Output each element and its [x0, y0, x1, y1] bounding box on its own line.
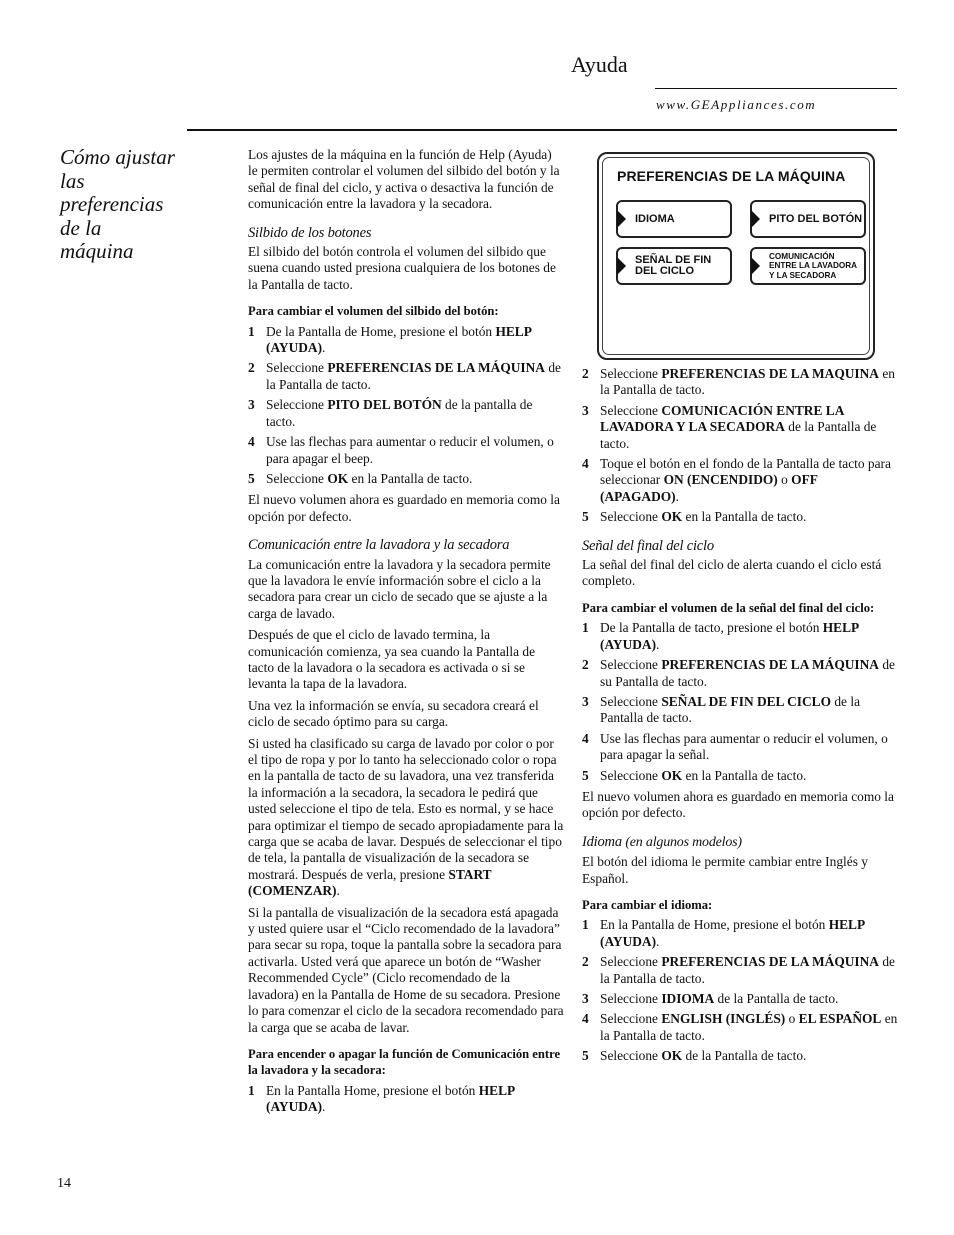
silbido-after: El nuevo volumen ahora es guardado en memoria como la opción por defecto.: [248, 492, 560, 524]
comunicacion-p5: Si la pantalla de visualización de la secadora está apagada y usted quiere usar el “Ciclo recomendado de la lavadora” para secar su ropa, toque la pantalla sobre la secadora para activarla. Usted verá que aparece un botón de “Washer Recommended Cycle” (Ciclo recomendado de la lavadora) en la Pantalla de Home de su secadora. Presione lo para comenzar el ciclo de la secadora recomendado para la carga que se acaba de lavar.: [248, 904, 564, 1035]
step-item: 5 Seleccione OK de la Pantalla de tacto.: [582, 1048, 807, 1064]
header-divider: [655, 88, 897, 89]
step-item: 5 Seleccione OK en la Pantalla de tacto.: [582, 509, 807, 525]
comunicacion-p1: La comunicación entre la lavadora y la secadora permite que la lavadora le envíe información sobre el ciclo a la secadora para crear un ciclo de secado que se ajuste a la carga de lavado.: [248, 556, 551, 621]
screen-title: PREFERENCIAS DE LA MÁQUINA: [617, 168, 846, 184]
screen-button-idioma: IDIOMA: [616, 200, 732, 238]
step-item: 4 Use las flechas para aumentar o reducir el volumen, o para apagar la señal.: [582, 730, 888, 763]
step-item: 5 Seleccione OK en la Pantalla de tacto.: [248, 470, 473, 486]
step-item: 2 Seleccione PREFERENCIAS DE LA MÁQUINA de la Pantalla de tacto.: [248, 360, 561, 392]
step-item: 4 Use las flechas para aumentar o reducir el volumen, o para apagar el beep.: [248, 434, 554, 466]
heading-senal: Señal del final del ciclo: [582, 537, 714, 554]
section-title: Cómo ajustar las preferencias de la máquina: [60, 145, 175, 263]
senal-paragraph: La señal del final del ciclo de alerta cuando el ciclo está completo.: [582, 557, 882, 589]
arrow-right-icon: [751, 210, 760, 228]
step-item: 2 Seleccione PREFERENCIAS DE LA MAQUINA en la Pantalla de tacto.: [582, 366, 895, 398]
heading-idioma: Idioma (en algunos modelos): [582, 833, 742, 850]
screen-button-pito: PITO DEL BOTÓN: [750, 200, 866, 238]
step-item: 4 Toque el botón en el fondo de la Pantalla de tacto para seleccionar ON (ENCENDIDO) o OFF (APAGADO).: [582, 456, 891, 504]
silbido-lead: Para cambiar el volumen del silbido del botón:: [248, 304, 499, 319]
touch-screen-illustration: [597, 152, 875, 360]
heading-comunicacion: Comunicación entre la lavadora y la secadora: [248, 537, 510, 554]
comunicacion-p2: Después de que el ciclo de lavado termina, la comunicación comienza, ya sea cuando la Pantalla de tacto de la lavadora o la secadora es activada o si se levanta la tapa de la lavadora.: [248, 627, 536, 692]
screen-button-senal: SEÑAL DE FIN DEL CICLO: [616, 247, 732, 285]
page-number: 14: [57, 1176, 71, 1191]
step-item: 3 Seleccione PITO DEL BOTÓN de la pantalla de tacto.: [248, 397, 533, 429]
step-item: 5 Seleccione OK en la Pantalla de tacto.: [582, 767, 807, 783]
step-item: 2 Seleccione PREFERENCIAS DE LA MÁQUINA de la Pantalla de tacto.: [582, 954, 895, 986]
intro-paragraph: Los ajustes de la máquina en la función de Help (Ayuda) le permiten controlar el volumen del silbido del botón y la señal de final del ciclo, y activa o desactiva la función de comunicación entre la lavadora y la secadora.: [248, 147, 560, 212]
idioma-paragraph: El botón del idioma le permite cambiar entre Inglés y Español.: [582, 854, 868, 886]
arrow-right-icon: [617, 257, 626, 275]
step-item: 2 Seleccione PREFERENCIAS DE LA MÁQUINA de su Pantalla de tacto.: [582, 657, 895, 689]
senal-steps: [582, 620, 898, 784]
step-item: 1 En la Pantalla de Home, presione el botón HELP (AYUDA).: [582, 917, 865, 949]
comunicacion-p3: Una vez la información se envía, su secadora creará el ciclo de secado óptimo para su carga.: [248, 697, 539, 730]
page-header-title: Ayuda: [571, 52, 628, 77]
comunicacion-steps-continued: [582, 366, 898, 526]
step-item: 3 Seleccione SEÑAL DE FIN DEL CICLO de la Pantalla de tacto.: [582, 693, 861, 726]
senal-lead: Para cambiar el volumen de la señal del final del ciclo:: [582, 600, 875, 615]
screen-button-comunicacion: COMUNICACIÓN ENTRE LA LAVADORA Y LA SECADORA: [750, 247, 866, 285]
step-item: 1 De la Pantalla de Home, presione el botón HELP (AYUDA).: [248, 323, 532, 356]
step-item: 1 En la Pantalla Home, presione el botón HELP (AYUDA).: [248, 1082, 515, 1115]
screen-inner-frame: [602, 157, 870, 355]
comunicacion-steps: [248, 1083, 564, 1116]
step-item: 4 Seleccione ENGLISH (INGLÉS) o EL ESPAÑOL en la Pantalla de tacto.: [582, 1011, 898, 1043]
idioma-steps: [582, 917, 898, 1064]
arrow-right-icon: [751, 257, 760, 275]
right-column: [582, 366, 898, 1070]
website-url: www.GEAppliances.com: [656, 97, 817, 112]
step-item: 3 Seleccione IDIOMA de la Pantalla de tacto.: [582, 991, 839, 1006]
section-divider: [187, 129, 897, 131]
comunicacion-p4: Si usted ha clasificado su carga de lavado por color o por el tipo de ropa y por lo tanto ha seleccionado color o ropa en la pantalla de tacto de su lavadora, una vez transferida la información a la secadora, la secadora le pedirá que usted seleccione el tipo de tela. Esto es normal, y se hace para optimizar el tiempo de secado apropiadamente para la carga que se acaba de lavar. Después de seleccionar el tipo de tela, la pantalla de visualización de la secadora se mostrará. Después de verla, presione START (COMENZAR).: [248, 735, 564, 899]
arrow-right-icon: [617, 210, 626, 228]
left-column: [248, 147, 564, 1121]
comunicacion-lead: Para encender o apagar la función de Comunicación entre la lavadora y la secadora:: [248, 1046, 561, 1078]
senal-after: El nuevo volumen ahora es guardado en memoria como la opción por defecto.: [582, 788, 894, 821]
step-item: 3 Seleccione COMUNICACIÓN ENTRE LA LAVADORA Y LA SECADORA de la Pantalla de tacto.: [582, 402, 877, 451]
silbido-steps: [248, 324, 564, 488]
heading-silbido: Silbido de los botones: [248, 224, 372, 241]
step-item: 1 De la Pantalla de tacto, presione el botón HELP (AYUDA).: [582, 620, 859, 652]
idioma-lead: Para cambiar el idioma:: [582, 897, 713, 912]
silbido-paragraph: El silbido del botón controla el volumen del silbido que suena cuando usted presiona cualquiera de los botones de la Pantalla de tacto.: [248, 244, 556, 292]
